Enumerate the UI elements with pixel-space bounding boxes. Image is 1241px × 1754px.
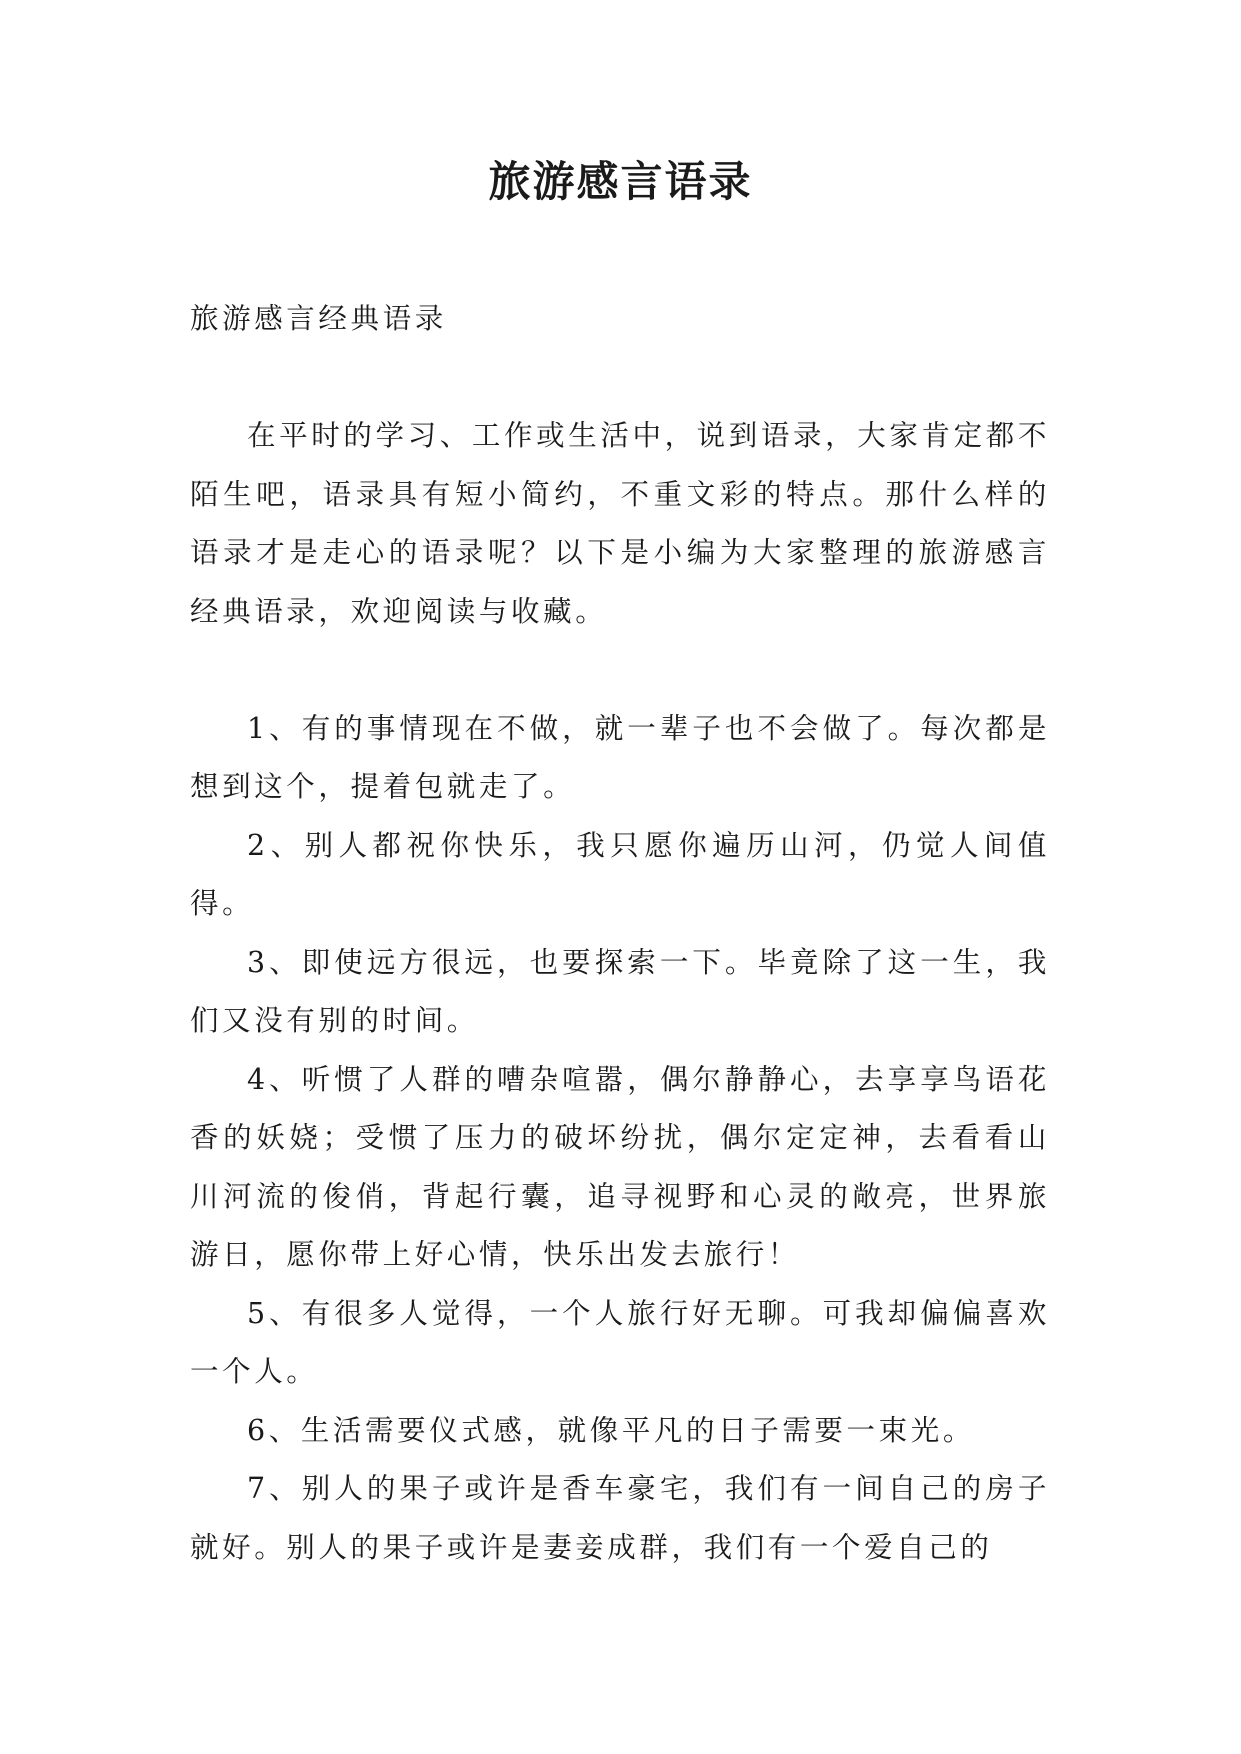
quote-item-7: 7、别人的果子或许是香车豪宅，我们有一间自己的房子就好。别人的果子或许是妻妾成群，我们有一个爱自己的 xyxy=(190,1472,1050,1564)
quote-item-3: 3、即使远方很远，也要探索一下。毕竟除了这一生，我们又没有别的时间。 xyxy=(190,945,1050,1037)
spacer xyxy=(190,349,1050,408)
spacer xyxy=(190,641,1050,700)
quote-item-5: 5、有很多人觉得，一个人旅行好无聊。可我却偏偏喜欢一个人。 xyxy=(190,1296,1050,1388)
document-title: 旅游感言语录 xyxy=(488,157,753,206)
document-subtitle: 旅游感言经典语录 xyxy=(190,302,447,335)
quote-item-4: 4、听惯了人群的嘈杂喧嚣，偶尔静静心，去享享鸟语花香的妖娆；受惯了压力的破坏纷扰，偶尔定定神，去看看山川河流的俊俏，背起行囊，追寻视野和心灵的敞亮，世界旅游日，愿你带上好心情，快乐出发去旅行！ xyxy=(190,1062,1050,1271)
quote-item-2: 2、别人都祝你快乐，我只愿你遍历山河，仍觉人间值得。 xyxy=(190,828,1050,920)
quote-item-6: 6、生活需要仪式感，就像平凡的日子需要一束光。 xyxy=(247,1413,975,1447)
intro-paragraph: 在平时的学习、工作或生活中，说到语录，大家肯定都不陌生吧，语录具有短小简约，不重文彩的特点。那什么样的语录才是走心的语录呢？以下是小编为大家整理的旅游感言经典语录，欢迎阅读与收藏。 xyxy=(190,419,1050,628)
document-body xyxy=(190,290,1050,1577)
quote-item-1: 1、有的事情现在不做，就一辈子也不会做了。每次都是想到这个，提着包就走了。 xyxy=(190,711,1050,803)
